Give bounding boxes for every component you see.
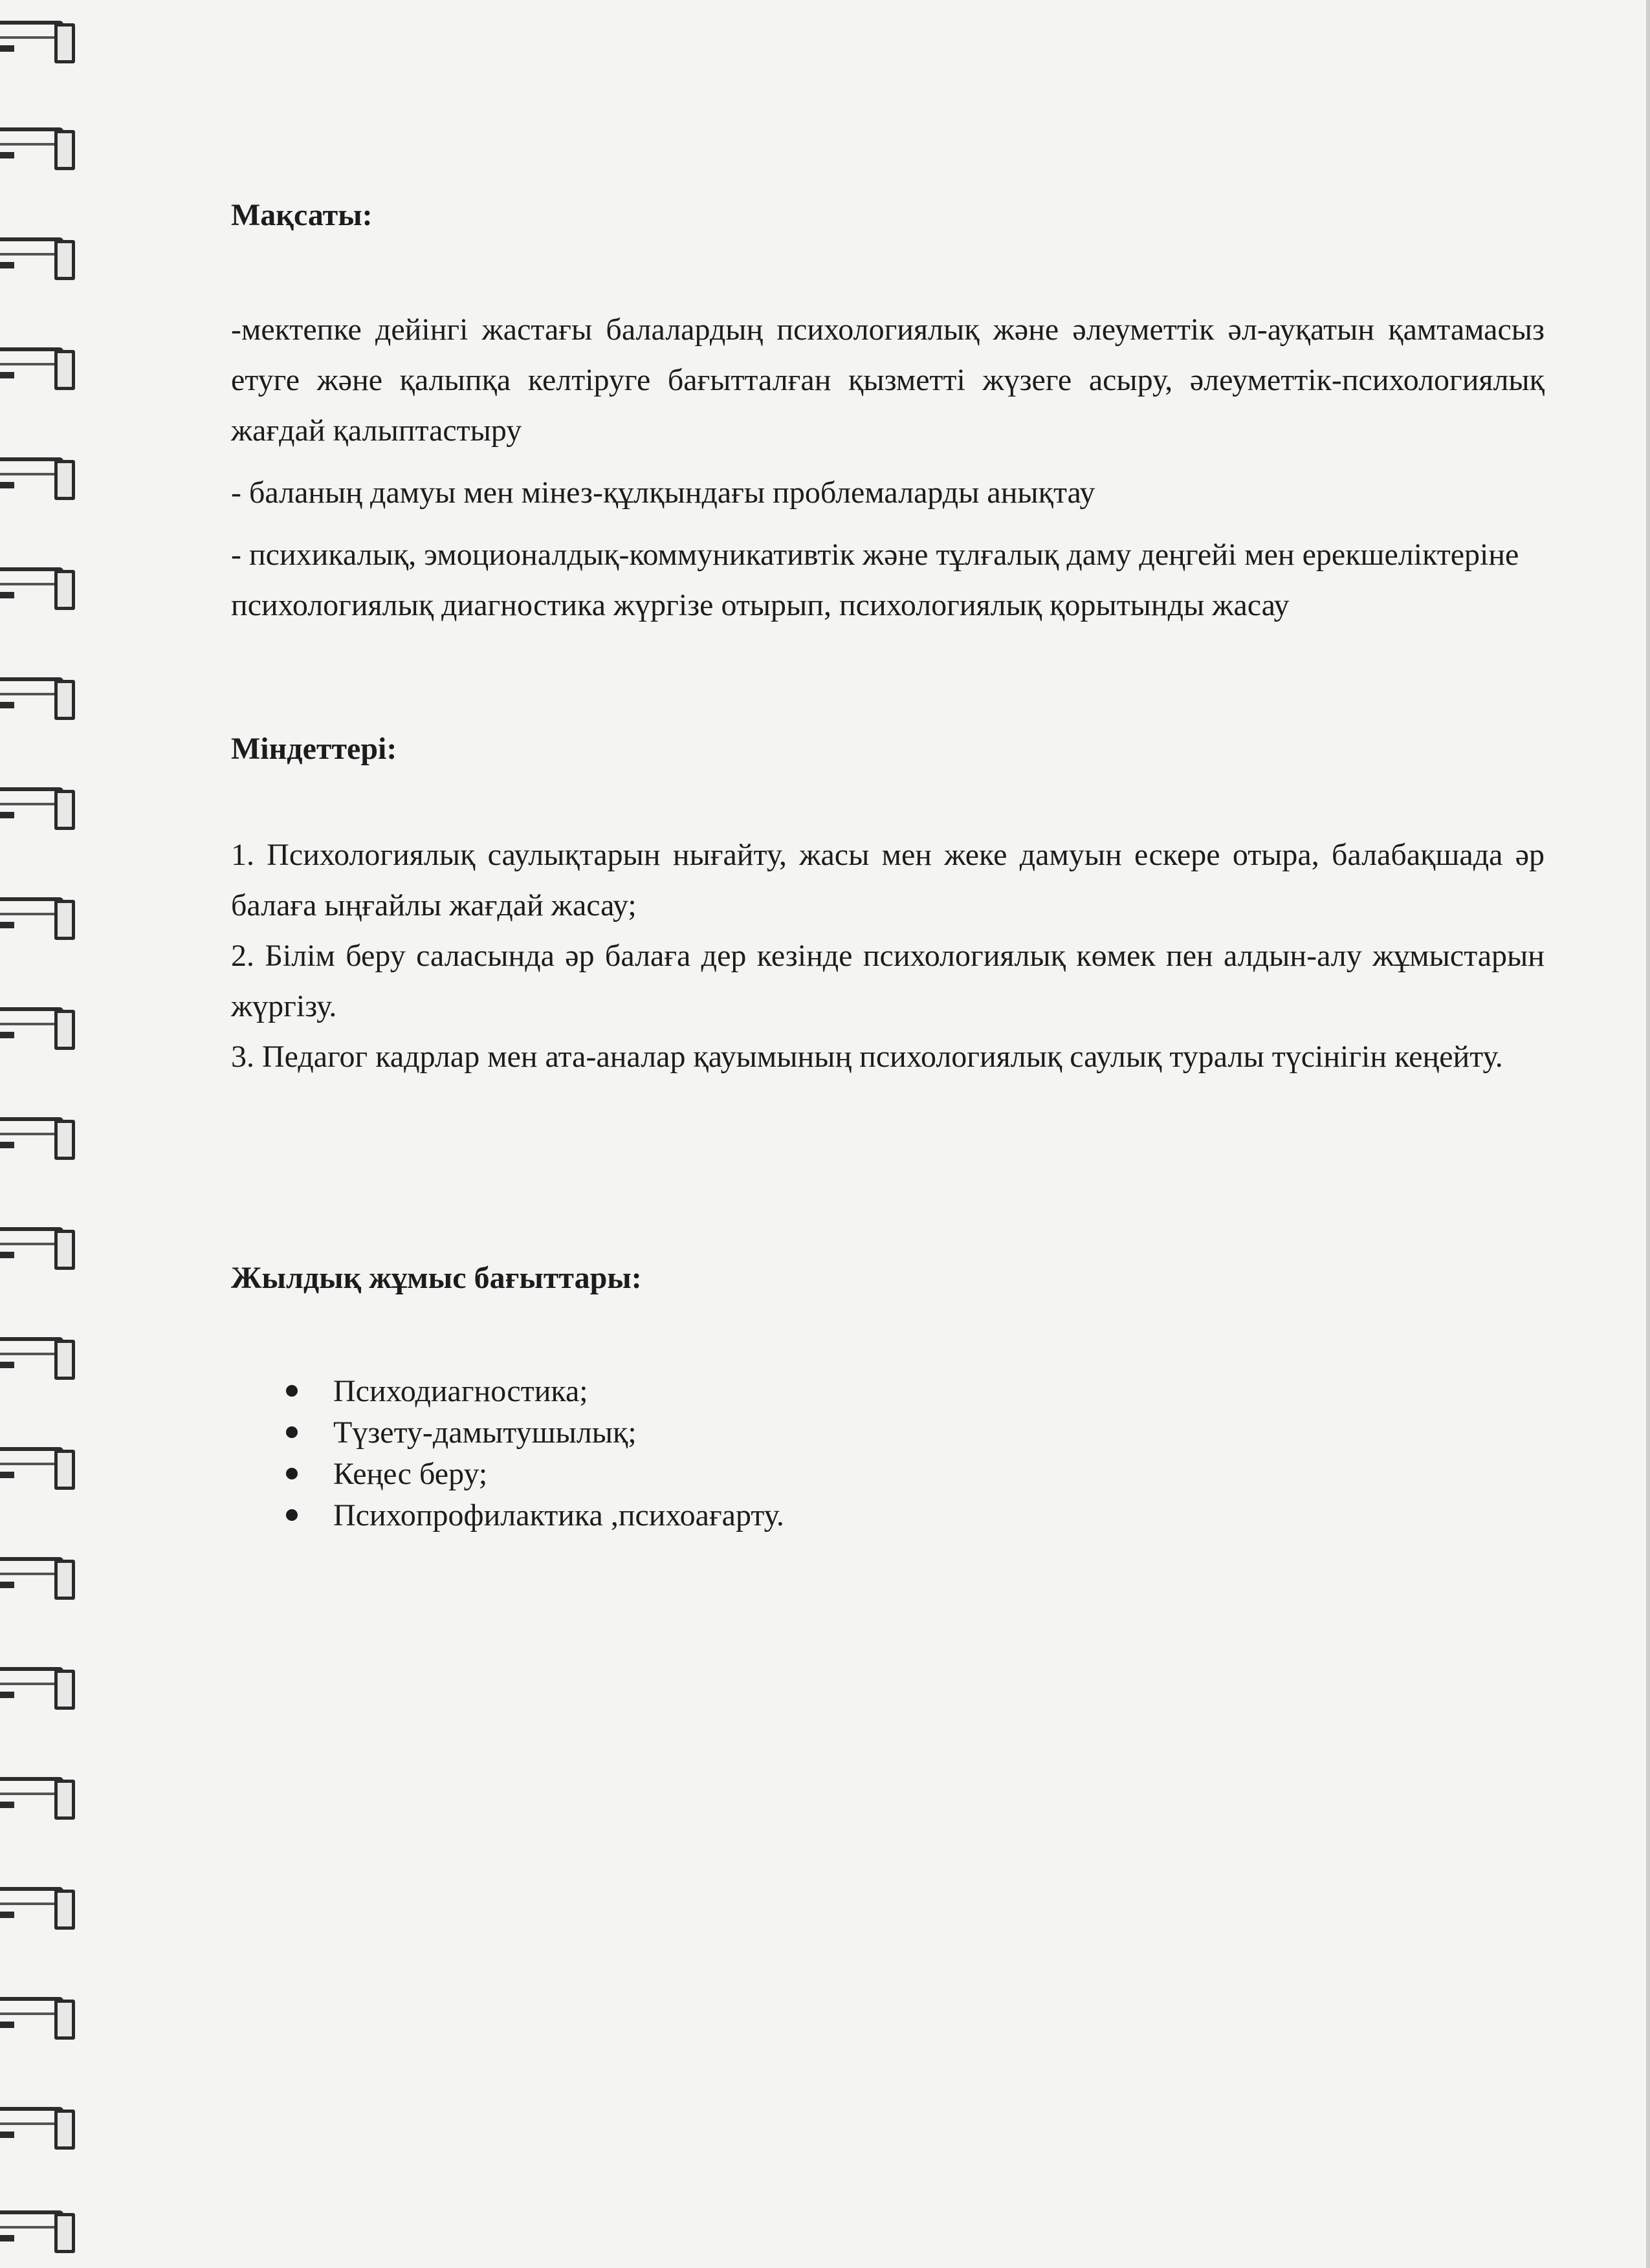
bullet-icon (286, 1468, 298, 1479)
task-item-3: 3. Педагог кадрлар мен ата-аналар қауымының психологиялық саулық туралы түсінігін кеңейту. (231, 1040, 1503, 1074)
page-edge-shadow (1646, 0, 1650, 2268)
direction-item: Түзету-дамытушылық; (231, 1412, 1545, 1454)
binding-ring (0, 891, 74, 932)
goal-item-3: - психикалық, эмоционалдық-коммуникативтік және тұлғалық даму деңгейі мен ерекшеліктеріне психологиялық диагностика жүргізе отырып, психологиялық қорытынды жасау (231, 538, 1519, 622)
binding-ring (0, 1551, 74, 1592)
binding-ring (0, 561, 74, 602)
bullet-icon (286, 1509, 298, 1521)
bullet-icon (286, 1385, 298, 1397)
directions-heading: Жылдық жұмыс бағыттары: (231, 1261, 642, 1295)
binding-ring (0, 1771, 74, 1812)
binding-ring (0, 1001, 74, 1042)
binding-ring (0, 781, 74, 822)
bullet-icon (286, 1426, 298, 1438)
binding-ring (0, 671, 74, 712)
binding-ring (0, 1111, 74, 1152)
goals-heading: Мақсаты: (231, 198, 373, 232)
direction-item: Кеңес беру; (231, 1454, 1545, 1495)
task-item-2: 2. Білім беру саласында әр балаға дер кезінде психологиялық көмек пен алдын-алу жұмыстарын жүргізу. (231, 939, 1545, 1023)
binding-ring (0, 1221, 74, 1262)
binding-ring (0, 341, 74, 382)
binding-ring (0, 121, 74, 162)
direction-item: Психодиагностика; (231, 1371, 1545, 1412)
binding-ring (0, 1331, 74, 1372)
goal-item-1: -мектепке дейінгі жастағы балалардың психологиялық және әлеуметтік әл-ауқатын қамтамасыз етуге және қалыпқа келтіруге бағытталған қызметті жүзеге асыру, әлеуметтік-психологиялық жағдай қалыптастыру (231, 312, 1545, 448)
binding-ring (0, 1881, 74, 1922)
binding-ring (0, 2204, 74, 2245)
direction-item: Психопрофилактика ,психоағарту. (231, 1495, 1545, 1536)
binding-ring (0, 451, 74, 492)
task-item-1: 1. Психологиялық саулықтарын нығайту, жасы мен жеке дамуын ескере отыра, балабақшада әр балаға ыңғайлы жағдай жасау; (231, 838, 1545, 922)
binding-ring (0, 1661, 74, 1702)
binding-ring (0, 1990, 74, 2032)
binding-ring (0, 231, 74, 272)
binding-ring (0, 1441, 74, 1482)
directions-list (231, 1371, 1545, 1536)
goal-item-2: - баланың дамуы мен мінез-құлқындағы проблемаларды анықтау (231, 475, 1095, 510)
spiral-binding (0, 0, 84, 2268)
binding-ring (0, 2100, 74, 2142)
binding-ring (0, 14, 74, 56)
document-body (231, 194, 1545, 1536)
tasks-heading: Міндеттері: (231, 732, 397, 766)
